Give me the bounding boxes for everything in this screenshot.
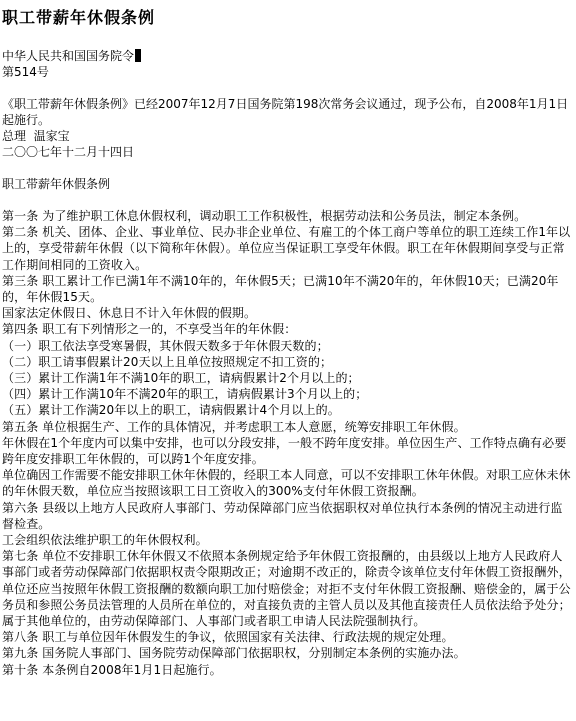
decree-issuer [2,48,574,64]
article-4: 第四条 职工有下列情形之一的，不享受当年的年休假： [2,322,297,337]
regulation-subtitle: 职工带薪年休假条例 [2,177,111,191]
article-5-para-2: 年休假在1个年度内可以集中安排，也可以分段安排，一般不跨年度安排。单位因生产、工作特点确有必要跨年度安排职工年休假的，可以跨1个年度安排。 [2,435,567,467]
article-4-item-3: （三）累计工作满1年不满10年的职工，请病假累计2个月以上的； [2,371,360,386]
article-10: 第十条 本条例自2008年1月1日起施行。 [2,662,222,677]
article-2: 第二条 机关、团体、企业、事业单位、民办非企业单位、有雇工的个体工商户等单位的职工连续工作1年以上的，享受带薪年休假（以下简称年休假）。单位应当保证职工享受年休假。职工在年休假期间享受与正常工作期间相同的工资收入。 [2,225,571,272]
article-5-para-3: 单位确因工作需要不能安排职工休年休假的，经职工本人同意，可以不安排职工休年休假。对职工应休未休的年休假天数，单位应当按照该职工日工资收入的300%支付年休假工资报酬。 [2,468,571,499]
article-4-item-2: （二）职工请事假累计20天以上且单位按照规定不扣工资的； [2,354,333,369]
article-6-para-2: 工会组织依法维护职工的年休假权利。 [2,533,208,548]
issuer-text: 中华人民共和国国务院令 [2,49,135,63]
page-title: 职工带薪年休假条例 [2,8,156,27]
article-6: 第六条 县级以上地方人民政府人事部门、劳动保障部门应当依据职权对单位执行本条例的情况主动进行监督检查。 [2,500,563,531]
promulgation-text: 《职工带薪年休假条例》已经2007年12月7日国务院第198次常务会议通过，现予公布，自2008年1月1日起施行。 [2,97,569,127]
articles [2,208,574,678]
premier-signature: 总理 温家宝 [2,129,70,143]
decree-number: 第514号 [2,65,49,79]
document-body [2,8,574,678]
decree-date: 二〇〇七年十二月十四日 [2,145,135,159]
article-9: 第九条 国务院人事部门、国务院劳动保障部门依据职权，分别制定本条例的实施办法。 [2,646,466,661]
text-cursor [135,49,141,62]
article-1: 第一条 为了维护职工休息休假权利，调动职工工作积极性，根据劳动法和公务员法，制定本条例。 [2,209,527,223]
article-4-item-5: （五）累计工作满20年以上的职工，请病假累计4个月以上的。 [2,403,340,418]
article-7: 第七条 单位不安排职工休年休假又不依照本条例规定给予年休假工资报酬的，由县级以上地方人民政府人事部门或者劳动保障部门依据职权责令限期改正；对逾期不改正的，除责令该单位支付年休假工资报酬外，单位还应当按照年休假工资报酬的数额向职工加付赔偿金；对拒不支付年休假工资报酬、赔偿金的，属于公务员和参照公务员法管理的人员所在单位的，对直接负责的主管人员以及其他直接责任人员依法给予处分；属于其他单位的，由劳动保障部门、人事部门或者职工申请人民法院强制执行。 [2,549,571,629]
article-4-item-1: （一）职工依法享受寒暑假，其休假天数多于年休假天数的； [2,338,329,353]
article-3-note: 国家法定休假日、休息日不计入年休假的假期。 [2,306,257,321]
article-4-item-4: （四）累计工作满10年不满20年的职工，请病假累计3个月以上的； [2,387,368,402]
article-3: 第三条 职工累计工作已满1年不满10年的，年休假5天；已满10年不满20年的，年休假10天；已满20年的，年休假15天。 [2,273,559,305]
article-8: 第八条 职工与单位因年休假发生的争议，依照国家有关法律、行政法规的规定处理。 [2,630,454,645]
article-5: 第五条 单位根据生产、工作的具体情况，并考虑职工本人意愿，统筹安排职工年休假。 [2,419,466,434]
